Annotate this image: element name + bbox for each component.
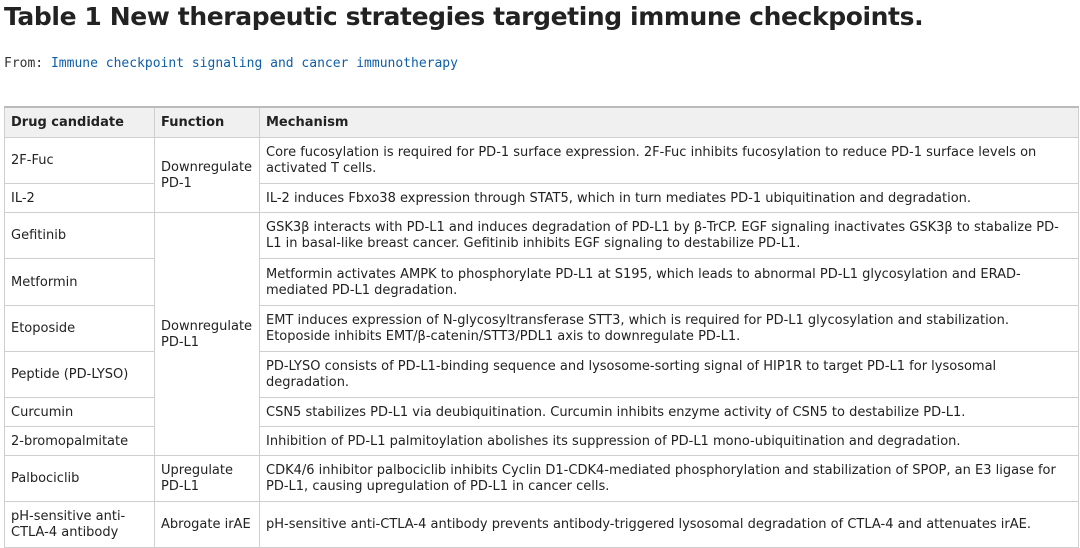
mechanism-cell: Core fucosylation is required for PD-1 surface expression. 2F-Fuc inhibits fucosylation to reduce PD-1 surface levels on activated T cells.	[260, 138, 1079, 184]
table-row	[5, 138, 1079, 184]
function-cell: Upregulate PD-L1	[155, 456, 260, 502]
mechanism-cell: pH-sensitive anti-CTLA-4 antibody prevents antibody-triggered lysosomal degradation of CTLA-4 and attenuates irAE.	[260, 502, 1079, 548]
mechanism-cell: EMT induces expression of N-glycosyltransferase STT3, which is required for PD-L1 glycosylation and stabilization. Etoposide inhibits EMT/β-catenin/STT3/PDL1 axis to downregulate PD-L1.	[260, 306, 1079, 352]
drug-cell: Etoposide	[5, 306, 155, 352]
table-container	[4, 106, 1079, 548]
drug-cell: IL-2	[5, 184, 155, 213]
header-mechanism: Mechanism	[260, 107, 1079, 138]
drug-cell: 2F-Fuc	[5, 138, 155, 184]
drug-cell: Curcumin	[5, 398, 155, 427]
source-prefix: From:	[4, 56, 44, 71]
mechanism-cell: Metformin activates AMPK to phosphorylate PD-L1 at S195, which leads to abnormal PD-L1 glycosylation and ERAD-mediated PD-L1 degradation.	[260, 259, 1079, 306]
therapeutic-strategies-table	[4, 106, 1079, 548]
source-line	[4, 55, 458, 73]
function-cell: Downregulate PD-L1	[155, 213, 260, 456]
header-function: Function	[155, 107, 260, 138]
table-row	[5, 456, 1079, 502]
mechanism-cell: GSK3β interacts with PD-L1 and induces degradation of PD-L1 by β-TrCP. EGF signaling inactivates GSK3β to stabalize PD-L1 in basal-like breast cancer. Gefitinib inhibits EGF signaling to destabilize PD-L1.	[260, 213, 1079, 259]
drug-cell: 2-bromopalmitate	[5, 427, 155, 456]
function-cell: Downregulate PD-1	[155, 138, 260, 213]
mechanism-cell: PD-LYSO consists of PD-L1-binding sequence and lysosome-sorting signal of HIP1R to target PD-L1 for lysosomal degradation.	[260, 352, 1079, 398]
drug-cell: Metformin	[5, 259, 155, 306]
table-row	[5, 502, 1079, 548]
function-cell: Abrogate irAE	[155, 502, 260, 548]
drug-cell: Palbociclib	[5, 456, 155, 502]
source-article-link[interactable]: Immune checkpoint signaling and cancer immunotherapy	[50, 56, 458, 71]
header-drug-candidate: Drug candidate	[5, 107, 155, 138]
page-title: Table 1 New therapeutic strategies targeting immune checkpoints.	[4, 2, 924, 31]
drug-cell: Gefitinib	[5, 213, 155, 259]
table-row	[5, 213, 1079, 259]
drug-cell: Peptide (PD-LYSO)	[5, 352, 155, 398]
drug-cell: pH-sensitive anti-CTLA-4 antibody	[5, 502, 155, 548]
table-header-row	[5, 107, 1079, 138]
mechanism-cell: IL-2 induces Fbxo38 expression through STAT5, which in turn mediates PD-1 ubiquitination and degradation.	[260, 184, 1079, 213]
mechanism-cell: CDK4/6 inhibitor palbociclib inhibits Cyclin D1-CDK4-mediated phosphorylation and stabilization of SPOP, an E3 ligase for PD-L1, causing upregulation of PD-L1 in cancer cells.	[260, 456, 1079, 502]
mechanism-cell: CSN5 stabilizes PD-L1 via deubiquitination. Curcumin inhibits enzyme activity of CSN5 to destabilize PD-L1.	[260, 398, 1079, 427]
mechanism-cell: Inhibition of PD-L1 palmitoylation abolishes its suppression of PD-L1 mono-ubiquitination and degradation.	[260, 427, 1079, 456]
